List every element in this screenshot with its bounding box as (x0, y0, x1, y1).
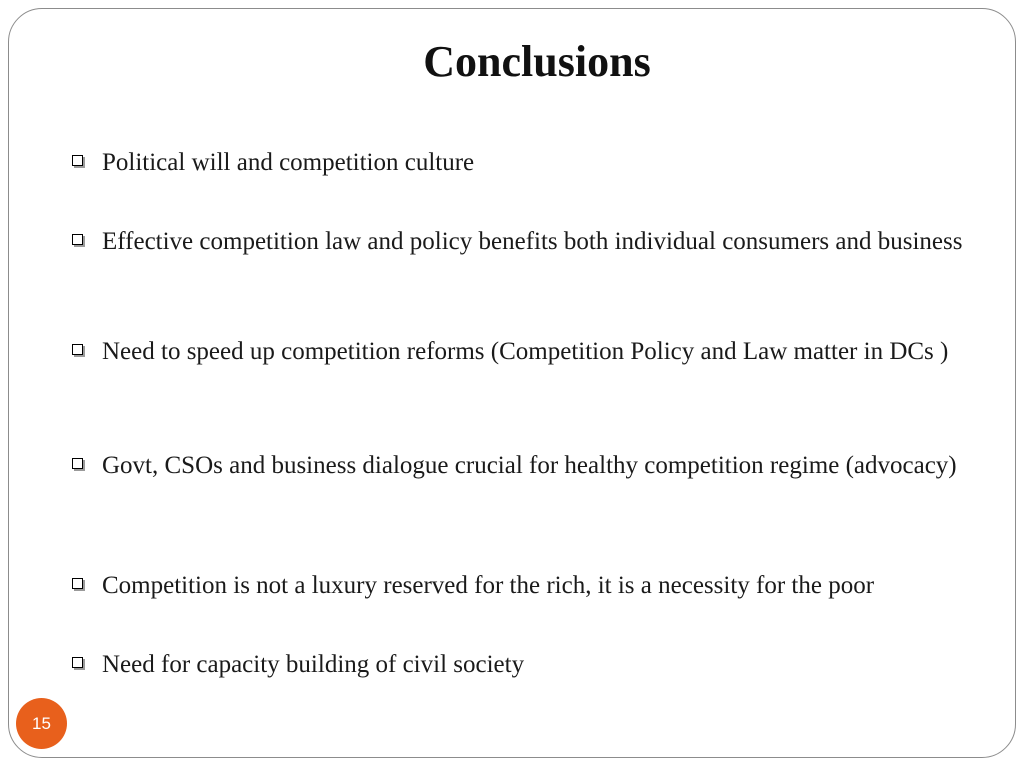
bullet-text: Need to speed up competition reforms (Competition Policy and Law matter in DCs ) (102, 338, 949, 365)
bullet-item (72, 336, 986, 367)
bullet-text: Govt, CSOs and business dialogue crucial for healthy competition regime (advocacy) (102, 452, 957, 479)
bullet-item (72, 449, 986, 483)
checkbox-bullet-icon (72, 458, 83, 469)
bullet-text: Competition is not a luxury reserved for the rich, it is a necessity for the poor (102, 572, 875, 599)
bullet-item (72, 147, 986, 178)
bullet-item (72, 570, 986, 601)
bullet-item (72, 649, 986, 680)
checkbox-bullet-icon (72, 155, 83, 166)
page-number-badge: 15 (16, 698, 67, 749)
bullet-text: Need for capacity building of civil society (102, 651, 525, 678)
checkbox-bullet-icon (72, 657, 83, 668)
checkbox-bullet-icon (72, 578, 83, 589)
bullet-item (72, 226, 986, 257)
checkbox-bullet-icon (72, 344, 83, 355)
bullet-text: Effective competition law and policy benefits both individual consumers and business (102, 228, 963, 255)
bullet-text: Political will and competition culture (102, 149, 475, 176)
slide-title: Conclusions (423, 37, 651, 86)
checkbox-bullet-icon (72, 234, 83, 245)
